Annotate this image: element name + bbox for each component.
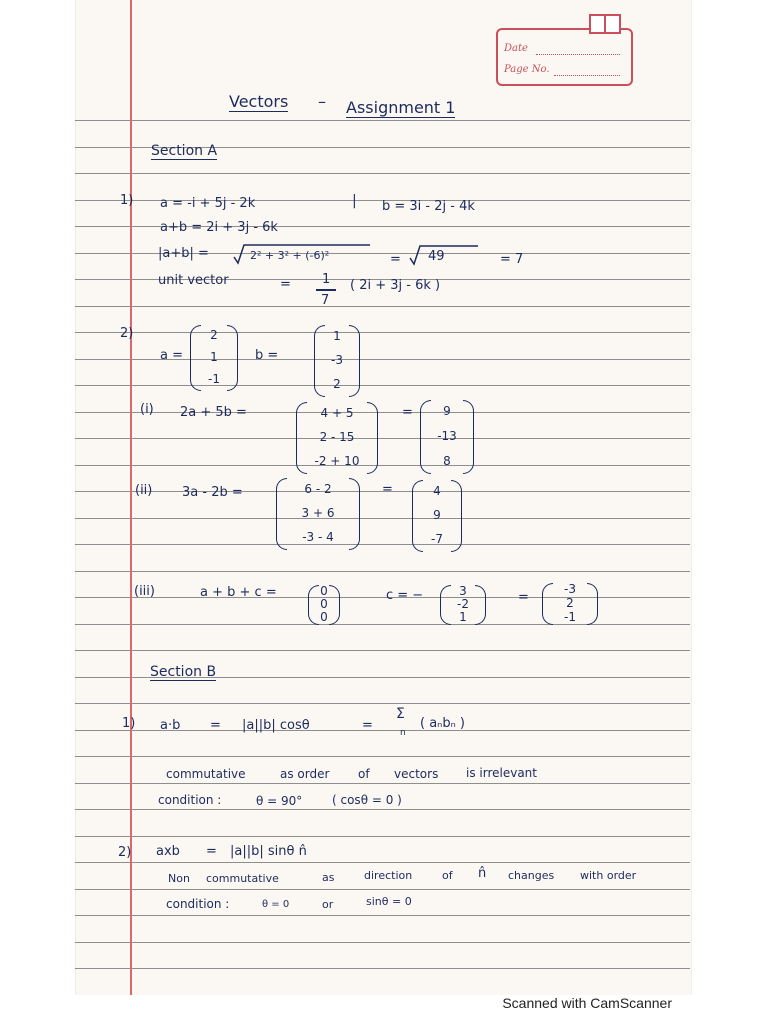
qb2-condition-or: or	[322, 898, 334, 911]
qa1-number: 1)	[120, 193, 134, 208]
ruled-line	[75, 544, 690, 545]
qb1-text-of: of	[358, 767, 370, 781]
matrix-entry: -3	[331, 353, 343, 367]
qa2-number: 2)	[120, 326, 134, 341]
qa1-magnitude-eq: =	[390, 252, 401, 267]
qb2-condition-sin: sinθ = 0	[366, 895, 412, 908]
qb2-text-of: of	[442, 869, 453, 882]
qb2-text-commutative: commutative	[206, 872, 279, 885]
matrix-entry: 1	[459, 610, 467, 624]
ruled-line	[75, 306, 690, 307]
qb2-rhs: |a||b| sinθ n̂	[230, 844, 307, 859]
qb2-condition-value: θ = 0	[262, 899, 290, 910]
ruled-line	[75, 650, 690, 651]
qa2-part3-c-matrix	[440, 585, 486, 625]
ruled-line	[75, 518, 690, 519]
matrix-entry: 0	[320, 610, 328, 624]
title-dash: –	[318, 92, 326, 111]
matrix-entry: 4 + 5	[320, 406, 354, 420]
qa1-fraction-bar	[316, 289, 336, 291]
qb1-sigma: Σ	[396, 706, 405, 722]
matrix-entry: 9	[433, 508, 441, 522]
qb1-eq2: =	[362, 718, 373, 733]
matrix-entry: 3 + 6	[301, 506, 335, 520]
qa2-part1-expr: 2a + 5b =	[180, 405, 247, 420]
matrix-entry: -1	[564, 610, 576, 624]
matrix-entry: 0	[320, 597, 328, 611]
qb2-text-direction: direction	[364, 869, 413, 882]
qa1-radicand-2: 49	[428, 249, 445, 264]
ruled-line	[75, 173, 690, 174]
qb2-lhs: axb	[156, 844, 180, 859]
qa2-matrix-a	[190, 325, 238, 391]
qb2-text-with-order: with order	[580, 869, 637, 882]
matrix-entry: 2	[566, 596, 574, 610]
title-vectors: Vectors	[229, 92, 289, 111]
qa1-sum: a+b = 2i + 3j - 6k	[160, 220, 278, 235]
ruled-line	[75, 783, 690, 784]
section-a-heading: Section A	[151, 143, 218, 159]
ruled-line	[75, 120, 690, 121]
qa1-unit-label: unit vector	[158, 273, 229, 288]
ruled-line	[75, 385, 690, 386]
matrix-entry: -3 - 4	[302, 530, 334, 544]
ruled-line	[75, 412, 690, 413]
ruled-line	[75, 942, 690, 943]
ruled-line	[75, 889, 690, 890]
qa2-part1-label: (i)	[140, 402, 154, 417]
qa2-part2-expr: 3a - 2b =	[182, 485, 243, 500]
qa2-matrix-b	[314, 325, 360, 397]
ruled-line	[75, 836, 690, 837]
qa1-vector-b: b = 3i - 2j - 4k	[382, 199, 475, 214]
matrix-entry: 9	[443, 404, 451, 418]
qb1-sum-body: ( aₙbₙ )	[420, 716, 465, 731]
qa2-part2-label: (ii)	[135, 483, 153, 498]
matrix-entry: 6 - 2	[304, 482, 332, 496]
matrix-entry: 2	[210, 328, 218, 342]
qb1-condition-label: condition :	[158, 793, 222, 807]
matrix-entry: -13	[437, 429, 457, 443]
ruled-line	[75, 809, 690, 810]
date-page-stamp	[496, 28, 633, 86]
qa1-magnitude-lhs: |a+b| =	[158, 246, 209, 261]
ruled-line	[75, 915, 690, 916]
qb2-number: 2)	[118, 845, 132, 860]
ruled-line	[75, 465, 690, 466]
matrix-entry: 0	[320, 584, 328, 598]
qb2-text-changes: changes	[508, 869, 555, 882]
ruled-line	[75, 332, 690, 333]
matrix-entry: -2 + 10	[314, 454, 360, 468]
qa1-unit-numerator: 1	[322, 272, 331, 287]
title-assignment: Assignment 1	[346, 98, 456, 117]
ruled-line	[75, 438, 690, 439]
qa2-part3-label: (iii)	[134, 584, 155, 599]
qa2-part1-eq: =	[402, 405, 413, 420]
qb1-text-irrelevant: is irrelevant	[466, 766, 537, 780]
scanner-watermark: Scanned with CamScanner	[502, 995, 672, 1011]
ruled-line	[75, 968, 690, 969]
qa2-part1-result	[420, 400, 474, 474]
matrix-entry: -7	[431, 532, 443, 546]
qa2-part2-matrix	[276, 478, 360, 550]
qa1-separator: |	[352, 193, 357, 209]
qa1-unit-eq: =	[280, 277, 291, 292]
qb1-sigma-index: n	[400, 728, 406, 738]
matrix-entry: 3	[459, 584, 467, 598]
matrix-entry: -1	[208, 372, 220, 386]
qb2-eq: =	[206, 844, 217, 859]
ruled-line	[75, 862, 690, 863]
qa2-b-label: b =	[255, 348, 279, 363]
qb1-condition-value: θ = 90°	[256, 794, 303, 808]
stamp-date-label: Date	[504, 43, 528, 54]
qa2-part3-c-label: c = −	[386, 588, 424, 603]
qb2-text-non: Non	[168, 872, 190, 885]
ruled-line	[75, 571, 690, 572]
qa2-part1-matrix	[296, 402, 378, 474]
matrix-entry: 1	[210, 350, 218, 364]
qb1-rhs: |a||b| cosθ	[242, 718, 310, 733]
qb2-text-nhat: n̂	[478, 866, 487, 881]
matrix-entry: -3	[564, 582, 576, 596]
qa2-part3-result	[542, 583, 598, 625]
qb1-text-as-order: as order	[280, 767, 330, 781]
ruled-line	[75, 756, 690, 757]
qa1-vector-a: a = -i + 5j - 2k	[160, 196, 256, 211]
matrix-entry: 8	[443, 454, 451, 468]
section-b-heading: Section B	[150, 664, 217, 680]
qb1-lhs: a·b	[160, 718, 181, 733]
qa2-part2-eq: =	[382, 482, 393, 497]
qa2-part3-expr: a + b + c =	[200, 585, 277, 600]
qa1-unit-denominator: 7	[321, 293, 330, 308]
qb1-eq: =	[210, 718, 221, 733]
qb1-number: 1)	[122, 716, 136, 731]
qb1-text-vectors: vectors	[394, 767, 439, 781]
qa1-radicand: 2² + 3² + (-6)²	[250, 249, 330, 262]
matrix-entry: -2	[457, 597, 469, 611]
qb2-text-as: as	[322, 871, 335, 884]
matrix-entry: 2 - 15	[319, 430, 355, 444]
qa1-unit-vector: ( 2i + 3j - 6k )	[350, 278, 441, 293]
qb1-text-commutative: commutative	[166, 767, 246, 781]
book-icon	[589, 14, 621, 34]
qa1-magnitude-value: = 7	[500, 252, 524, 267]
stamp-page-label: Page No.	[504, 64, 550, 75]
qb2-condition-label: condition :	[166, 897, 230, 911]
qa2-a-label: a =	[160, 348, 183, 363]
matrix-entry: 1	[333, 329, 341, 343]
qb1-condition-cos: ( cosθ = 0 )	[332, 793, 402, 807]
qa2-part3-eq: =	[518, 590, 529, 605]
qa2-part3-zero-matrix	[308, 585, 340, 625]
matrix-entry: 2	[333, 377, 341, 391]
ruled-line	[75, 703, 690, 704]
qa2-part2-result	[412, 480, 462, 552]
matrix-entry: 4	[433, 484, 441, 498]
